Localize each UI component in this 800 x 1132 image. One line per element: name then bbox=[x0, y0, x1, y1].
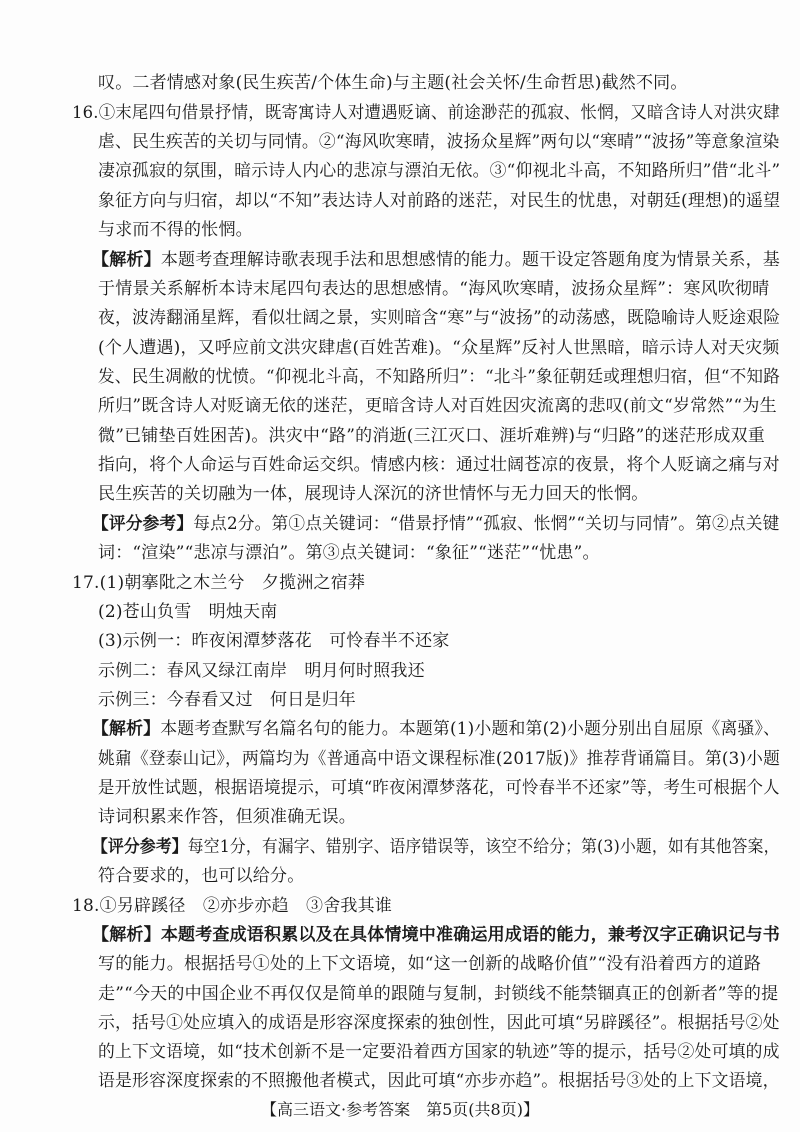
text-line: 是开放性试题，根据语境提示，可填“昨夜闲潭梦落花，可怜春半不还家”等，考生可根据个人 bbox=[98, 778, 780, 798]
answer-16-line: 16.①末尾四句借景抒情，既寄寓诗人对遭遇贬谪、前途渺茫的孤寂、怅惘，又暗含诗人对洪灾肆 bbox=[72, 103, 780, 123]
text-line: 写的能力。根据括号①处的上下文语境，如“这一创新的战略价值”“没有沿着西方的道路 bbox=[98, 954, 762, 974]
analysis-tag: 【解析】 bbox=[92, 925, 161, 945]
scoring-17-line: 【评分参考】每空1分，有漏字、错别字、语序错误等，该空不给分；第(3)小题，如有其他答案， bbox=[92, 837, 780, 857]
text-line: 与求而不得的怅惘。 bbox=[98, 220, 253, 240]
analysis-18-line: 【解析】本题考查成语积累以及在具体情境中准确运用成语的能力，兼考汉字正确识记与书 bbox=[92, 925, 781, 945]
analysis-16-line: 【解析】本题考查理解诗歌表现手法和思想感情的能力。题干设定答题角度为情景关系，基 bbox=[92, 250, 781, 270]
text-line: 发、民生凋敝的忧愤。“仰视北斗高，不知路所归”：“北斗”象征朝廷或理想归宿，但“不知路 bbox=[98, 367, 781, 387]
footer-label: 【高三语文·参考答案 第5页(共8页)】 bbox=[261, 1100, 539, 1119]
text-line: (3)示例一：昨夜闲潭梦落花 可怜春半不还家 bbox=[98, 631, 450, 651]
analysis-17-line: 【解析】本题考查默写名篇名句的能力。本题第(1)小题和第(2)小题分别出自屈原《离骚》、 bbox=[92, 719, 781, 739]
text-line: 凄凉孤寂的氛围，暗示诗人内心的悲凉与漂泊无依。③“仰视北斗高，不知路所归”借“北斗” bbox=[98, 161, 781, 181]
analysis-tag: 【解析】 bbox=[92, 250, 161, 270]
text-line: (2)苍山负雪 明烛天南 bbox=[98, 602, 278, 622]
text-line: 示例三：今春看又过 何日是归年 bbox=[98, 690, 356, 710]
scoring-16-line: 【评分参考】每点2分。第①点关键词：“借景抒情”“孤寂、怅惘”“关切与同情”。第②点关键 bbox=[92, 514, 780, 534]
text-line: (个人遭遇)，又呼应前文洪灾肆虐(百姓苦难)。“众星辉”反衬人世黑暗，暗示诗人对天灾频 bbox=[98, 338, 780, 358]
text-line: 语是形容深度探索的不照搬他者模式，因此可填“亦步亦趋”。根据括号③处的上下文语境， bbox=[98, 1071, 780, 1091]
text-line: 诗词积累来作答，但须准确无误。 bbox=[98, 807, 356, 827]
text-line: 指向，将个人命运与百姓命运交织。情感内核：通过壮阔苍凉的夜景，将个人贬谪之痛与对 bbox=[98, 455, 780, 475]
text-line: 象征方向与归宿，却以“不知”表达诗人对前路的迷茫，对民生的忧患，对朝廷(理想)的遥望 bbox=[98, 191, 781, 211]
text-line: 姚鼐《登泰山记》，两篇均为《普通高中语文课程标准(2017版)》推荐背诵篇目。第(3)小题 bbox=[98, 749, 781, 769]
analysis-tag: 【解析】 bbox=[92, 719, 161, 739]
text-line: 于情景关系解析本诗末尾四句表达的思想感情。“海风吹寒晴，波扬众星辉”：寒风吹彻晴 bbox=[98, 279, 770, 299]
text-line: 词：“渲染”“悲凉与漂泊”。第③点关键词：“象征”“迷茫”“忧患”。 bbox=[98, 543, 600, 563]
scoring-tag: 【评分参考】 bbox=[92, 837, 188, 857]
answer-17-line: 17.(1)朝搴阰之木兰兮 夕揽洲之宿莽 bbox=[72, 573, 366, 593]
scoring-tag: 【评分参考】 bbox=[92, 514, 194, 534]
text-line: 夜，波涛翻涌星辉，看似壮阔之景，实则暗含“寒”与“波扬”的动荡感，既隐喻诗人贬途艰险 bbox=[98, 308, 781, 328]
text-line: 的上下文语境，如“技术创新不是一定要沿着西方国家的轨迹”等的提示，括号②处可填的成 bbox=[98, 1042, 780, 1062]
text-line: 走”“今天的中国企业不再仅仅是简单的跟随与复制，封锁线不能禁锢真正的创新者”等的提 bbox=[98, 984, 779, 1004]
text-line: 民生疾苦的关切融为一体，展现诗人深沉的济世情怀与无力回天的怅惘。 bbox=[98, 484, 649, 504]
text-line: 虐、民生疾苦的关切与同情。②“海风吹寒晴，波扬众星辉”两句以“寒晴”“波扬”等意象渲染 bbox=[98, 132, 780, 152]
page-footer bbox=[0, 1100, 800, 1120]
text-line: 微”已铺垫百姓困苦)。洪灾中“路”的消逝(三江灭口、涯圻难辨)与“归路”的迷茫形成双重 bbox=[98, 426, 765, 446]
answer-18-line: 18.①另辟蹊径 ②亦步亦趋 ③舍我其谁 bbox=[72, 896, 393, 916]
text-line: 所归”既含诗人对贬谪无依的迷茫，更暗含诗人对百姓因灾流离的悲叹(前文“岁常然”“为生 bbox=[98, 396, 777, 416]
text-line: 示例二：春风又绿江南岸 明月何时照我还 bbox=[98, 661, 425, 681]
text-line: 示，括号①处应填入的成语是形容深度探索的独创性，因此可填“另辟蹊径”。根据括号②处 bbox=[98, 1013, 780, 1033]
text-line: 符合要求的，也可以给分。 bbox=[98, 866, 305, 886]
text-line: 叹。二者情感对象(民生疾苦/个体生命)与主题(社会关怀/生命哲思)截然不同。 bbox=[98, 73, 688, 93]
